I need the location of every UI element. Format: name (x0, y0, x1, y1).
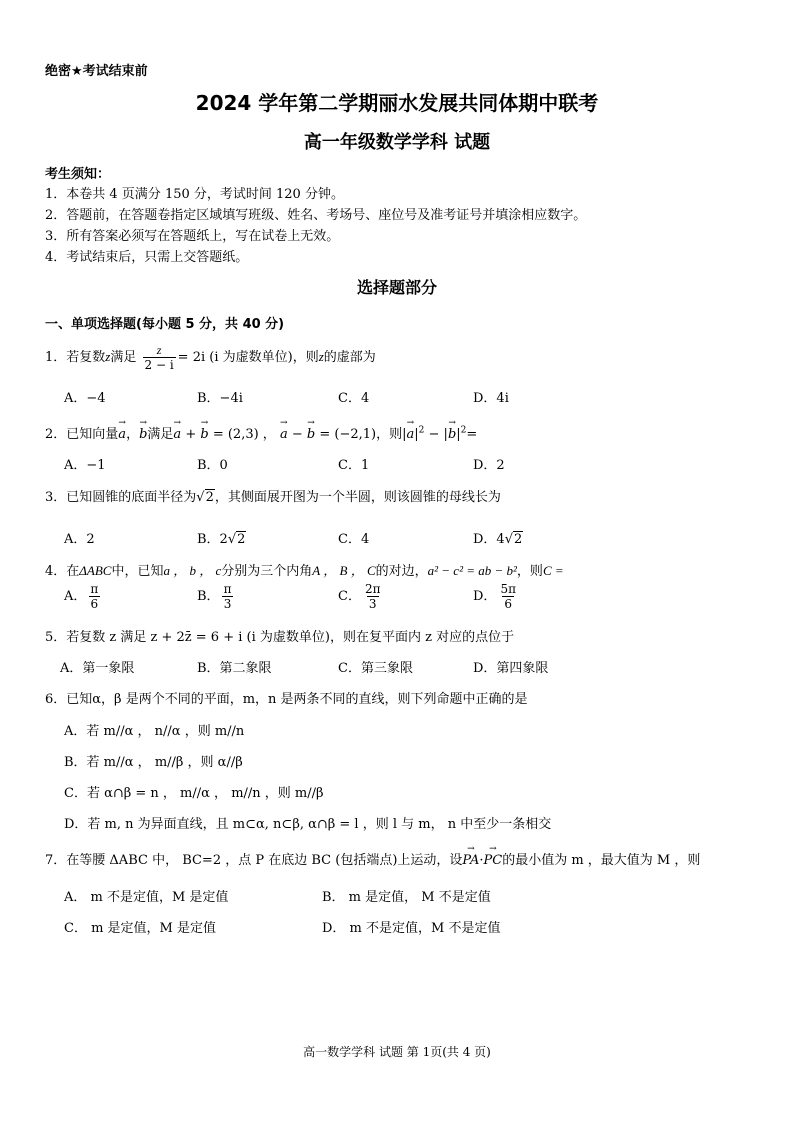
q4-option-c-label: C． (338, 589, 361, 604)
q2-text-post: ，则 (376, 427, 403, 442)
q2-vec-b: → b (139, 427, 147, 442)
notice-item: 1．本卷共 4 页满分 150 分，考试时间 120 分钟。 (45, 187, 344, 202)
q2-vec-b2: → b (200, 427, 208, 442)
q2-vec-b3: → b (307, 427, 315, 442)
q4-option-c-num: 2π (364, 582, 381, 596)
q4-option-a-den: 6 (90, 597, 99, 611)
q4-option-d (473, 582, 520, 611)
q7-vec-pa: → PA (462, 853, 479, 868)
question-number: 7． (45, 853, 67, 868)
q4-text-mid3: 的对边， (375, 564, 428, 579)
q5-option-d: D．第四象限 (473, 661, 549, 676)
q3-option-d (473, 528, 523, 547)
q2-vec-a4: → a (407, 427, 415, 442)
q7-dot: · (479, 853, 484, 868)
q4-option-c-frac (363, 582, 383, 611)
q5-text: 若复数 z 满足 z + 2z̄ = 6 + i (i 为虚数单位)，则在复平面内 z 对应的点位于 (66, 630, 515, 645)
question-number: 3． (45, 490, 67, 505)
q1-text-pre: 若复数 (66, 350, 106, 365)
q3-option-b-label: B．2 (197, 532, 228, 547)
q1-text-post: 的虚部为 (323, 350, 376, 365)
notice-heading: 考生须知： (45, 167, 111, 182)
q4-option-b (197, 582, 235, 611)
q2-eq1: = (2,3) (212, 427, 259, 442)
notice-item: 2．答题前，在答题卷指定区域填写班级、姓名、考场号、座位号及准考证号并填涂相应数字。 (45, 208, 587, 223)
q1-var-z2: z (318, 349, 324, 364)
q2-vec-b4: → b (448, 427, 456, 442)
q3-option-d-radicand: 2 (514, 532, 523, 547)
q4-option-b-frac (222, 582, 234, 611)
q1-text-mid: 满足 (110, 350, 137, 365)
q1-option-a: A．−4 (64, 391, 106, 406)
question-number: 2． (45, 427, 67, 442)
question-1 (45, 340, 376, 375)
q4-option-a-frac (88, 582, 100, 611)
question-5 (45, 626, 514, 645)
confidential-label: 绝密★考试结束前 (45, 64, 148, 79)
q2-option-a: A．−1 (64, 458, 106, 473)
q7-vec-pc: → PC (484, 853, 503, 868)
question-number: 5． (45, 630, 67, 645)
q4-vars: a ， b ， c (163, 563, 222, 578)
q6-option-c: C．若 α∩β = n ， m//α ， m//n ，则 m//β (64, 786, 324, 801)
q1-option-b: B．−4i (197, 391, 243, 406)
question-7 (45, 849, 700, 868)
question-6 (45, 688, 528, 707)
exam-title: 2024 学年第二学期丽水发展共同体期中联考 (195, 91, 599, 115)
q4-option-a-label: A． (64, 589, 87, 604)
q4-option-d-den: 6 (504, 597, 513, 611)
q1-frac-den: 2 − i (144, 358, 174, 372)
q1-var-z: z (105, 349, 111, 364)
q7-option-b: B． m 是定值， M 不是定值 (322, 890, 491, 905)
q4-c-eq: C = (542, 563, 564, 578)
q3-text-post: ，其侧面展开图为一个半圆，则该圆锥的母线长为 (214, 490, 501, 505)
q3-radicand: 2 (205, 490, 214, 505)
exam-subtitle: 高一年级数学学科 试题 (303, 132, 491, 153)
question-number: 6． (45, 692, 67, 707)
q4-option-b-den: 3 (223, 597, 232, 611)
q4-triangle: ΔABC (79, 563, 112, 578)
q3-text-pre: 已知圆锥的底面半径为 (66, 490, 197, 505)
question-3 (45, 486, 501, 505)
q2-text-mid: 满足 (147, 427, 174, 442)
q3-sqrt: √2 (196, 490, 214, 505)
q3-option-b (197, 528, 246, 547)
q7-text-post: 的最小值为 m ，最大值为 M ，则 (502, 853, 701, 868)
q3-option-c: C．4 (338, 532, 370, 547)
question-2: 2．已知向量→ a，→ b满足→ a + → b = (2,3) ， → a − → b = (−2,1)，则|→ $a|^2$ − |→ $b|^2=$ (45, 423, 477, 442)
q3-option-d-label: D．4 (473, 532, 505, 547)
q4-option-d-label: D． (473, 589, 497, 604)
q7-option-d: D． m 不是定值，M 不是定值 (322, 921, 501, 936)
q4-text-mid: 中，已知 (111, 564, 164, 579)
q4-option-d-num: 5π (500, 582, 516, 596)
q3-option-b-sqrt: √2 (227, 532, 246, 547)
q2-vec-a: → a (118, 427, 126, 442)
q2-sep: ， (126, 427, 140, 442)
q2-eq2: = (−2,1) (319, 427, 377, 442)
q7-text-pre: 在等腰 ΔABC 中， BC=2 ，点 P 在底边 BC (包括端点)上运动，设 (66, 853, 463, 868)
notice-item: 4．考试结束后，只需上交答题纸。 (45, 250, 249, 265)
q5-option-b: B．第二象限 (197, 661, 272, 676)
q1-option-d: D．4i (473, 391, 509, 406)
q7-option-a: A． m 不是定值，M 是定值 (64, 890, 229, 905)
q2-option-c: C．1 (338, 458, 370, 473)
q2-option-b: B．0 (197, 458, 228, 473)
q6-option-b: B．若 m//α ， m//β ，则 α//β (64, 755, 243, 770)
q3-option-d-sqrt: √2 (504, 532, 523, 547)
q2-text-pre: 已知向量 (66, 427, 119, 442)
question-number: 1． (45, 350, 67, 365)
q7-option-c: C． m 是定值，M 是定值 (64, 921, 216, 936)
q6-option-d: D．若 m, n 为异面直线，且 m⊂α, n⊂β, α∩β = l ，则 l 与 m， n 中至少一条相交 (64, 817, 552, 832)
notice-item: 3．所有答案必须写在答题纸上，写在试卷上无效。 (45, 229, 340, 244)
q4-option-b-num: π (223, 582, 232, 596)
q1-frac-num: z (156, 343, 162, 357)
question-4 (45, 560, 564, 579)
q1-eq: = 2i (177, 350, 206, 365)
q1-option-c: C．4 (338, 391, 370, 406)
q1-note: (i 为虚数单位)，则 (209, 350, 319, 365)
q3-option-a: A．2 (64, 532, 95, 547)
q3-option-b-radicand: 2 (237, 532, 246, 547)
q2-vec-a2: → a (173, 427, 181, 442)
q4-option-d-frac (498, 582, 518, 611)
q4-option-a-num: π (90, 582, 99, 596)
page-footer: 高一数学学科 试题 第 1页(共 4 页) (303, 1045, 491, 1059)
q2-vec-a3: → a (280, 427, 288, 442)
part-heading: 一、单项选择题(每小题 5 分，共 40 分) (45, 317, 285, 332)
q5-option-a: A．第一象限 (60, 661, 135, 676)
q6-option-a: A．若 m//α ， n//α ，则 m//n (64, 724, 245, 739)
q4-text-pre: 在 (66, 564, 80, 579)
q4-angles: A ， B ， C (312, 563, 376, 578)
q4-equation: a² − c² = ab − b² (427, 563, 517, 578)
question-number: 4． (45, 564, 67, 579)
q4-option-c-den: 3 (368, 597, 377, 611)
q5-option-c: C．第三象限 (338, 661, 413, 676)
q4-option-a (64, 582, 102, 611)
q4-option-c (338, 582, 384, 611)
q4-text-post: ，则 (516, 564, 543, 579)
q4-option-b-label: B． (197, 589, 220, 604)
q4-text-mid2: 分别为三个内角 (221, 564, 313, 579)
q6-text: 已知α，β 是两个不同的平面，m，n 是两条不同的直线，则下列命题中正确的是 (66, 692, 528, 707)
section-title: 选择题部分 (356, 278, 437, 297)
q1-fraction (143, 343, 176, 372)
q2-option-d: D．2 (473, 458, 505, 473)
